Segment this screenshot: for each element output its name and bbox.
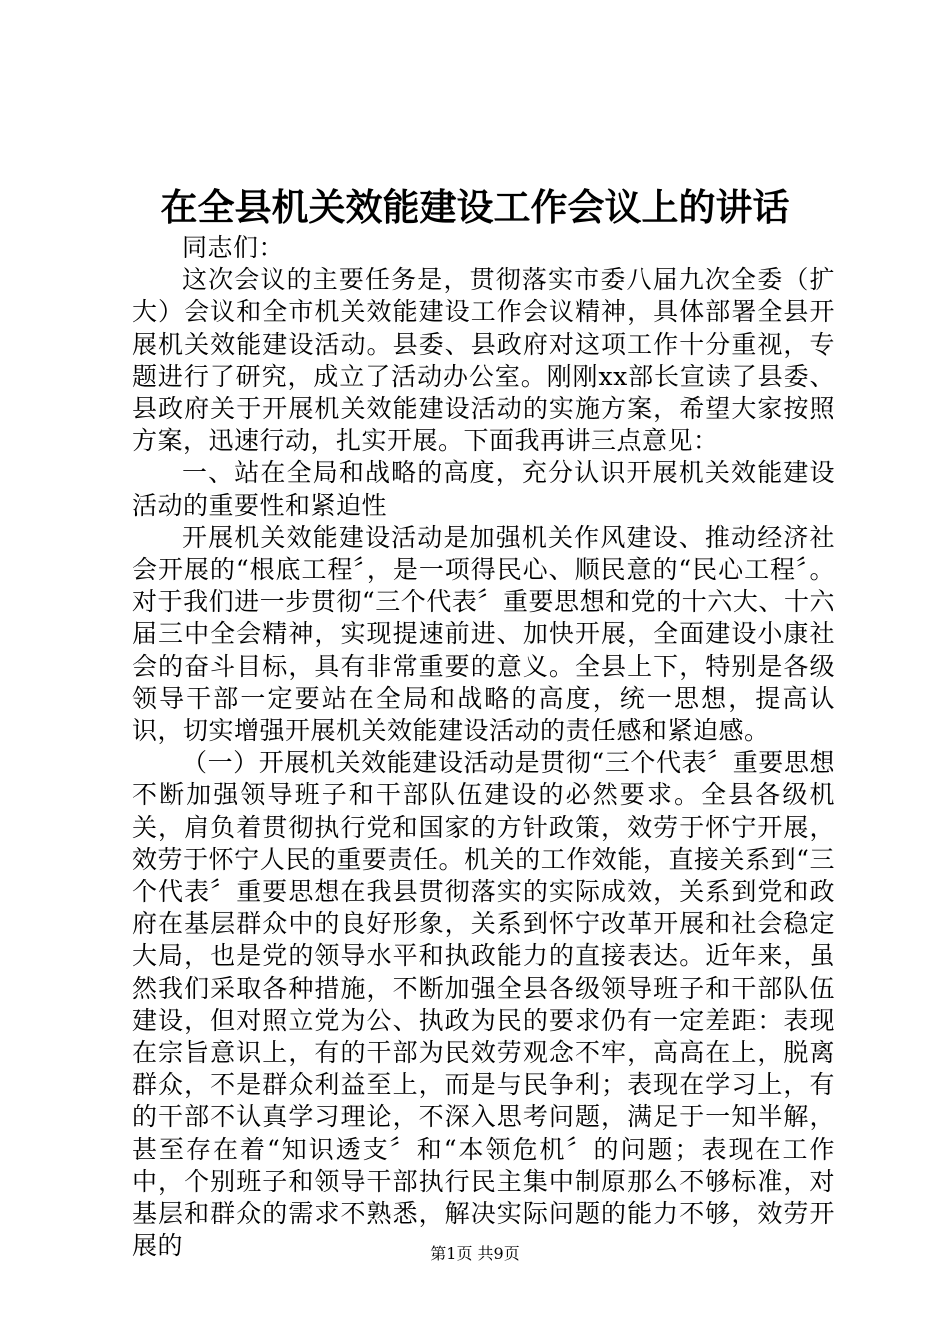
paragraph: （一）开展机关效能建设活动是贯彻“三个代表〞重要思想不断加强领导班子和干部队伍建设的必然要求。全县各级机关，肩负着贯彻执行党和国家的方针政策，效劳于怀宁开展，效劳于怀宁人民的重要责任。机关的工作效能，直接关系到“三个代表〞重要思想在我县贯彻落实的实际成效，关系到党和政府在基层群众中的良好形象，关系到怀宁改革开展和社会稳定大局，也是党的领导水平和执政能力的直接表达。近年来，虽然我们采取各种措施，不断加强全县各级领导班子和干部队伍建设，但对照立党为公、执政为民的要求仍有一定差距：表现在宗旨意识上，有的干部为民效劳观念不牢，高高在上，脱离群众，不是群众利益至上，而是与民争利；表现在学习上，有的干部不认真学习理论，不深入思考问题，满足于一知半解，甚至存在着“知识透支〞和“本领危机〞的问题；表现在工作中，个别班子和领导干部执行民主集中制原那么不够标准，对基层和群众的需求不熟悉，解决实际问题的能力不够，效劳开展的: [132, 748, 835, 1261]
document-body: [132, 232, 835, 1263]
section-heading: 一、站在全局和战略的高度，充分认识开展机关效能建设活动的重要性和紧迫性: [132, 458, 835, 520]
paragraph: 开展机关效能建设活动是加强机关作风建设、推动经济社会开展的“根底工程〞，是一项得民心、顺民意的“民心工程〞。对于我们进一步贯彻“三个代表〞重要思想和党的十六大、十六届三中全会精神，实现提速前进、加快开展，全面建设小康社会的奋斗目标，具有非常重要的意义。全县上下，特别是各级领导干部一定要站在全局和战略的高度，统一思想，提高认识，切实增强开展机关效能建设活动的责任感和紧迫感。: [132, 522, 835, 746]
page-number: 第1页 共9页: [430, 1244, 520, 1263]
document-title: 在全县机关效能建设工作会议上的讲话: [160, 185, 790, 229]
paragraph: 这次会议的主要任务是，贯彻落实市委八届九次全委（扩大）会议和全市机关效能建设工作会议精神，具体部署全县开展机关效能建设活动。县委、县政府对这项工作十分重视，专题进行了研究，成立了活动办公室。刚刚xx部长宣读了县委、县政府关于开展机关效能建设活动的实施方案，希望大家按照方案，迅速行动，扎实开展。下面我再讲三点意见：: [132, 265, 835, 456]
salutation: 同志们：: [182, 233, 285, 262]
